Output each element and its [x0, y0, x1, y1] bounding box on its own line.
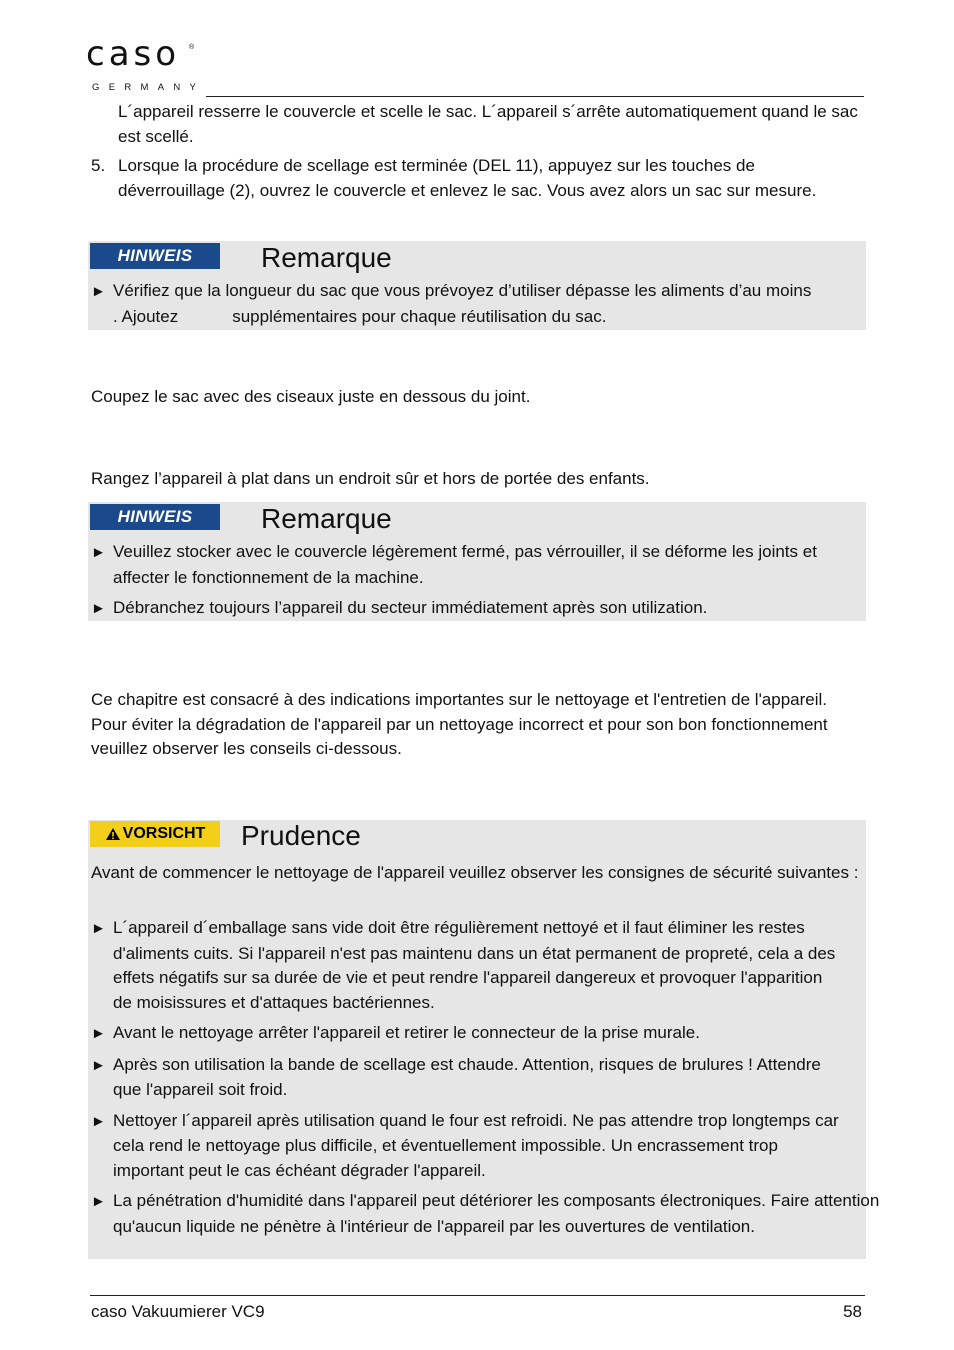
footer-product: caso Vakuumierer VC9 — [91, 1302, 265, 1321]
bullet-arrow-icon: ► — [91, 283, 106, 300]
hinweis-badge-2: HINWEIS — [90, 504, 220, 530]
note-title-1: Remarque — [261, 242, 392, 273]
hinweis-badge-1: HINWEIS — [90, 243, 220, 269]
header-rule — [206, 96, 864, 97]
caution-bullet-2: Avant le nettoyage arrêter l'appareil et retirer le connecteur de la prise murale. — [113, 1023, 700, 1042]
note2-bullet-1: Veuillez stocker avec le couvercle légèrement fermé, pas vérrouiller, il se déforme les joints et affecter le fonctionnement de la machine. — [113, 542, 817, 587]
paragraph-cleaning: Ce chapitre est consacré à des indications importantes sur le nettoyage et l'entretien de l'appareil. Pour éviter la dégradation de l'appareil par un nettoyage incorrect et pour son bon fonctionnement veuillez observer les conseils ci-dessous. — [91, 690, 828, 758]
caution-bullet-3: Après son utilisation la bande de scellage est chaude. Attention, risques de brulures ! Attendre que l'appareil soit froid. — [113, 1054, 821, 1099]
bullet-arrow-icon: ► — [91, 920, 106, 937]
note1-bullet — [91, 279, 861, 329]
note2-bullets — [91, 540, 861, 622]
bullet-arrow-icon: ► — [91, 1193, 106, 1210]
caution-bullet-5: La pénétration d'humidité dans l'appareil peut détériorer les composants électroniques. Faire attention qu'aucun liquide ne pénètre à l'intérieur de l'appareil par les ouvertures de ventilation. — [113, 1191, 880, 1236]
caution-bullets — [91, 916, 880, 1239]
note2-bullet-2: Débranchez toujours l’appareil du secteur immédiatement après son utilization. — [113, 598, 708, 617]
bullet-arrow-icon: ► — [91, 1112, 106, 1130]
bullet-arrow-icon: ► — [91, 600, 106, 617]
paragraph-cut: Coupez le sac avec des ciseaux juste en dessous du joint. — [91, 387, 531, 406]
bullet-arrow-icon: ► — [91, 1056, 106, 1074]
caution-intro: Avant de commencer le nettoyage de l'appareil veuillez observer les consignes de sécurité suivantes : — [91, 863, 859, 882]
step5-number: 5. — [91, 156, 106, 175]
note-title-2: Remarque — [261, 503, 392, 534]
note1-bullet-text-1: Vérifiez que la longueur du sac que vous prévoyez d’utiliser dépasse les aliments d’au moins — [113, 281, 812, 300]
logo-registered-mark: ® — [189, 44, 195, 51]
footer-rule — [90, 1295, 865, 1296]
caution-bullet-4: Nettoyer l´appareil après utilisation quand le four est refroidi. Ne pas attendre trop longtemps car cela rend le nettoyage plus difficile, et éventuellement impossible. Un encrassement trop important peut le cas échéant dégrader l'appareil. — [113, 1110, 839, 1180]
caution-title: Prudence — [241, 820, 361, 851]
vorsicht-badge — [90, 821, 220, 847]
bullet-arrow-icon: ► — [91, 1025, 106, 1042]
note1-bullet-text-3: supplémentaires pour chaque réutilisation du sac. — [232, 306, 607, 326]
bullet-arrow-icon: ► — [91, 544, 106, 561]
logo-wordmark: caso — [86, 34, 181, 74]
logo-subtitle: GERMANY — [92, 82, 206, 93]
note1-bullet-text-2: . Ajoutez — [113, 306, 179, 326]
vorsicht-label: VORSICHT — [122, 825, 206, 842]
paragraph-store: Rangez l’appareil à plat dans un endroit sûr et hors de portée des enfants. — [91, 469, 650, 488]
step4-continuation: L´appareil resserre le couvercle et scelle le sac. L´appareil s´arrête automatiquement quand le sac est scellé. — [118, 102, 858, 146]
page-number: 58 — [843, 1302, 862, 1321]
step5-text: Lorsque la procédure de scellage est terminée (DEL 11), appuyez sur les touches de déverrouillage (2), ouvrez le couvercle et enlevez le sac. Vous avez alors un sac sur mesure. — [118, 156, 817, 200]
warning-triangle-icon — [105, 827, 121, 841]
caution-bullet-1: L´appareil d´emballage sans vide doit être régulièrement nettoyé et il faut éliminer les restes d'aliments cuits. Si l'appareil n'est pas maintenu dans un état permanent de propreté, cela a des effets négatifs sur sa durée de vie et peut rendre l'appareil dangereux et provoquer l'apparition de moisissures et d'attaques bactériennes. — [113, 918, 836, 1012]
